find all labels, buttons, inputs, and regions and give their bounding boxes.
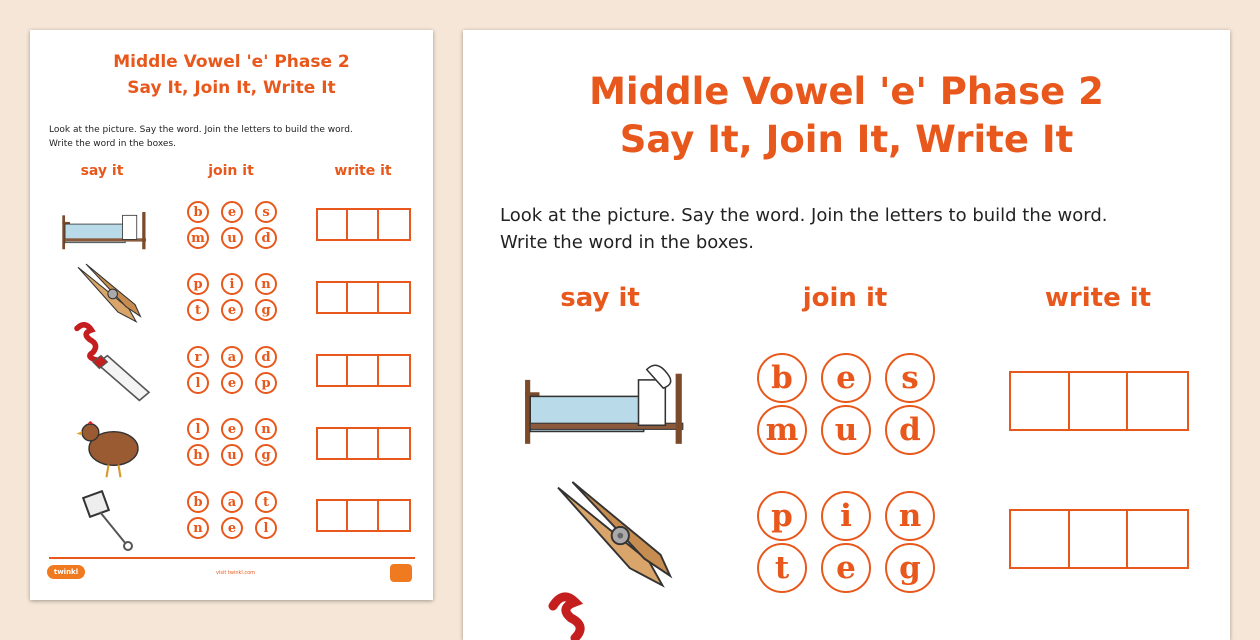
hen-icon [75,410,145,480]
letter-circle[interactable]: n [255,418,277,440]
letter-grid-1 [757,353,935,457]
footer-divider [49,557,415,559]
thumb-instruction-line1: Look at the picture. Say the word. Join the letters to build the word. [49,125,353,135]
badge-icon [390,564,412,582]
letter-circle[interactable]: e [821,543,871,593]
letter-circle[interactable]: u [821,405,871,455]
letter-circle[interactable]: n [885,491,935,541]
letter-circle[interactable]: a [221,346,243,368]
thumb-title-line1: Middle Vowel 'e' Phase 2 [113,52,350,72]
bed-icon [523,350,688,450]
letter-circle[interactable]: p [255,372,277,394]
letter-circle[interactable]: i [221,273,243,295]
letter-circle[interactable]: e [221,372,243,394]
bed-icon [60,200,150,252]
write-boxes-2[interactable] [1009,509,1189,569]
letter-circle[interactable]: p [187,273,209,295]
letter-circle[interactable]: e [221,418,243,440]
thumb-instructions [49,123,419,151]
letter-circle[interactable]: t [187,299,209,321]
letter-circle[interactable]: e [221,299,243,321]
letter-circle[interactable]: g [885,543,935,593]
worksheet-page [463,30,1230,640]
letter-circle[interactable]: m [187,227,209,249]
letter-circle[interactable]: l [255,517,277,539]
thumb-letter-grid-4 [187,418,277,470]
letter-circle[interactable]: g [255,444,277,466]
letter-circle[interactable]: h [187,444,209,466]
letter-circle[interactable]: p [757,491,807,541]
letter-circle[interactable]: d [885,405,935,455]
thumb-col-join: join it [208,163,254,179]
letter-circle[interactable]: b [187,201,209,223]
letter-grid-2 [757,491,935,595]
thumb-instruction-line2: Write the word in the boxes. [49,139,177,149]
peg-icon [75,263,145,327]
letter-circle[interactable]: s [885,353,935,403]
col-header-say: say it [560,283,640,313]
col-header-write: write it [1044,283,1152,313]
footer-url[interactable]: visit twinkl.com [216,570,256,576]
write-boxes-1[interactable] [1009,371,1189,431]
paint-tube-icon [68,322,158,402]
page-title-line1: Middle Vowel 'e' Phase 2 [589,70,1104,113]
letter-circle[interactable]: d [255,227,277,249]
letter-circle[interactable]: t [255,491,277,513]
letter-circle[interactable]: d [255,346,277,368]
worksheet-thumbnail [30,30,433,600]
letter-circle[interactable]: e [221,517,243,539]
instruction-line2: Write the word in the boxes. [500,232,755,253]
letter-circle[interactable]: b [757,353,807,403]
thumb-write-boxes-4[interactable] [316,427,411,460]
thumb-col-write: write it [334,163,392,179]
letter-circle[interactable]: i [821,491,871,541]
letter-circle[interactable]: e [221,201,243,223]
letter-circle[interactable]: r [187,346,209,368]
letter-circle[interactable]: l [187,372,209,394]
col-header-join: join it [802,283,888,313]
twinkl-logo: twinkl [47,565,85,579]
thumb-title-line2: Say It, Join It, Write It [127,78,336,98]
instructions [500,202,1200,256]
letter-circle[interactable]: b [187,491,209,513]
letter-circle[interactable]: a [221,491,243,513]
letter-circle[interactable]: e [821,353,871,403]
thumb-write-boxes-1[interactable] [316,208,411,241]
letter-circle[interactable]: l [187,418,209,440]
letter-circle[interactable]: n [187,517,209,539]
letter-circle[interactable]: t [757,543,807,593]
letter-circle[interactable]: g [255,299,277,321]
letter-circle[interactable]: m [757,405,807,455]
thumb-letter-grid-3 [187,346,277,398]
thumb-letter-grid-5 [187,491,277,543]
thumb-letter-grid-2 [187,273,277,325]
letter-circle[interactable]: u [221,444,243,466]
thumb-write-boxes-3[interactable] [316,354,411,387]
peg-icon [553,480,678,595]
net-icon [82,490,142,554]
thumb-col-say: say it [80,163,124,179]
thumb-write-boxes-2[interactable] [316,281,411,314]
letter-circle[interactable]: u [221,227,243,249]
page-title-line2: Say It, Join It, Write It [619,118,1074,161]
paint-tube-icon [545,586,605,640]
thumb-letter-grid-1 [187,201,277,253]
thumb-write-boxes-5[interactable] [316,499,411,532]
letter-circle[interactable]: s [255,201,277,223]
letter-circle[interactable]: n [255,273,277,295]
instruction-line1: Look at the picture. Say the word. Join the letters to build the word. [500,205,1108,226]
